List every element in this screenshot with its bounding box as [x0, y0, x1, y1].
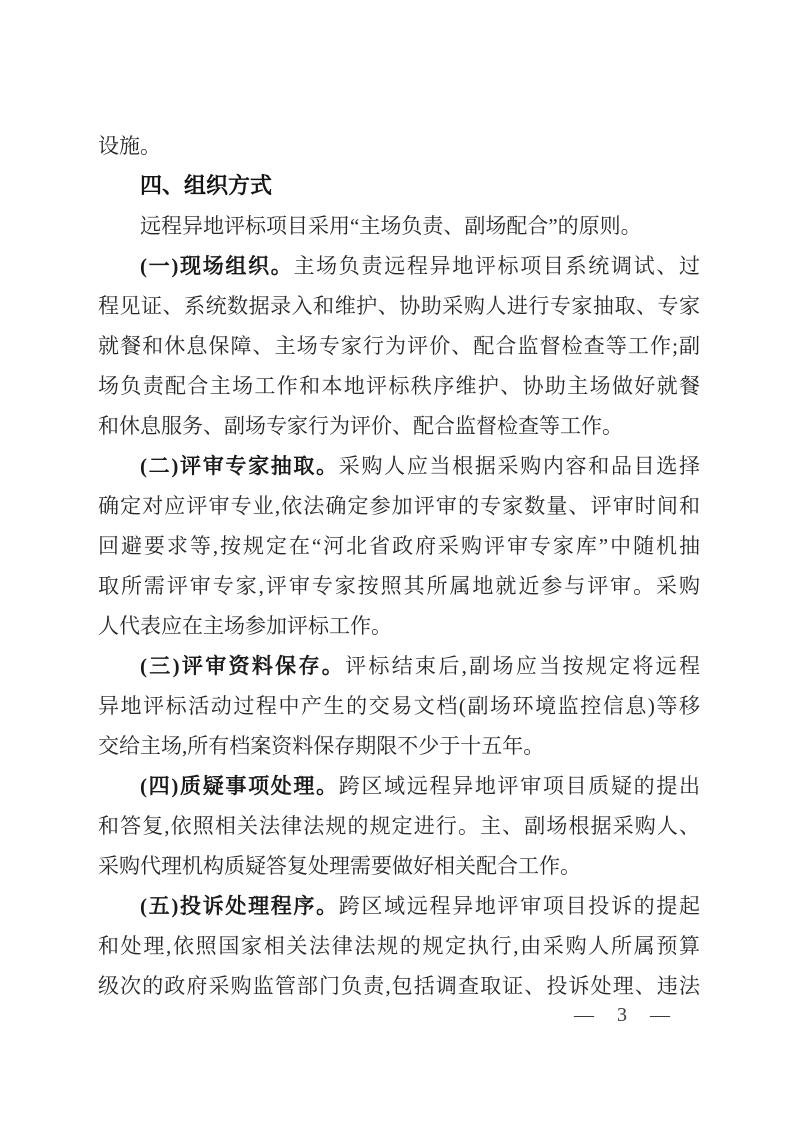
body-line	[98, 806, 700, 846]
body-text: 级次的政府采购监管部门负责,包括调查取证、投诉处理、违法	[98, 974, 700, 998]
body-line	[98, 846, 700, 886]
body-text: 和休息服务、副场专家行为评价、配合监督检查等工作。	[98, 414, 623, 438]
body-line	[98, 326, 700, 366]
paragraph-first-line	[98, 646, 700, 686]
body-text: 设施。	[98, 134, 161, 158]
body-text: 交给主场,所有档案资料保存期限不少于十五年。	[98, 734, 545, 758]
body-text: 程见证、系统数据录入和维护、协助采购人进行专家抽取、专家	[98, 294, 700, 318]
body-text: 和答复,依照相关法律法规的规定进行。主、副场根据采购人、	[98, 814, 700, 838]
paragraph-label: (五)投诉处理程序。	[140, 894, 339, 918]
body-text: 人代表应在主场参加评标工作。	[98, 614, 392, 638]
body-line	[98, 686, 700, 726]
body-line	[98, 526, 700, 566]
section-heading-text: 四、组织方式	[140, 173, 273, 198]
document-body	[98, 126, 700, 1006]
body-line	[98, 406, 700, 446]
paragraph-label: (一)现场组织。	[140, 254, 294, 278]
paragraph-first-line	[98, 766, 700, 806]
body-line	[98, 126, 700, 166]
body-text: 场负责配合主场工作和本地评标秩序维护、协助主场做好就餐	[98, 374, 700, 398]
body-line	[98, 606, 700, 646]
body-text: 和处理,依照国家相关法律法规的规定执行,由采购人所属预算	[98, 934, 700, 958]
section-heading	[98, 166, 700, 206]
body-text: 跨区域远程异地评审项目投诉的提起	[338, 894, 700, 918]
body-text: 采购人应当根据采购内容和品目选择	[338, 454, 700, 478]
body-text: 采购代理机构质疑答复处理需要做好相关配合工作。	[98, 854, 581, 878]
body-line	[98, 966, 700, 1006]
paragraph-first-line	[98, 886, 700, 926]
body-line	[98, 486, 700, 526]
body-text: 取所需评审专家,评审专家按照其所属地就近参与评审。采购	[98, 574, 700, 598]
paragraph-label: (二)评审专家抽取。	[140, 454, 339, 478]
paragraph-label: (四)质疑事项处理。	[140, 774, 339, 798]
body-text: 确定对应评审专业,依法确定参加评审的专家数量、评审时间和	[98, 494, 700, 518]
body-line	[98, 926, 700, 966]
body-line	[98, 206, 700, 246]
paragraph-label: (三)评审资料保存。	[140, 654, 346, 678]
page-number: — 3 —	[574, 1004, 674, 1026]
body-line	[98, 726, 700, 766]
body-line	[98, 566, 700, 606]
body-text: 主场负责远程异地评标项目系统调试、过	[293, 254, 700, 278]
body-text: 回避要求等,按规定在“河北省政府采购评审专家库”中随机抽	[98, 534, 700, 558]
body-text: 就餐和休息保障、主场专家行为评价、配合监督检查等工作;副	[98, 334, 700, 358]
body-text: 异地评标活动过程中产生的交易文档(副场环境监控信息)等移	[98, 694, 700, 718]
body-text: 远程异地评标项目采用“主场负责、副场配合”的原则。	[140, 214, 642, 238]
body-text: 跨区域远程异地评审项目质疑的提出	[338, 774, 700, 798]
body-line	[98, 286, 700, 326]
paragraph-first-line	[98, 446, 700, 486]
body-text: 评标结束后,副场应当按规定将远程	[345, 654, 700, 678]
paragraph-first-line	[98, 246, 700, 286]
body-line	[98, 366, 700, 406]
